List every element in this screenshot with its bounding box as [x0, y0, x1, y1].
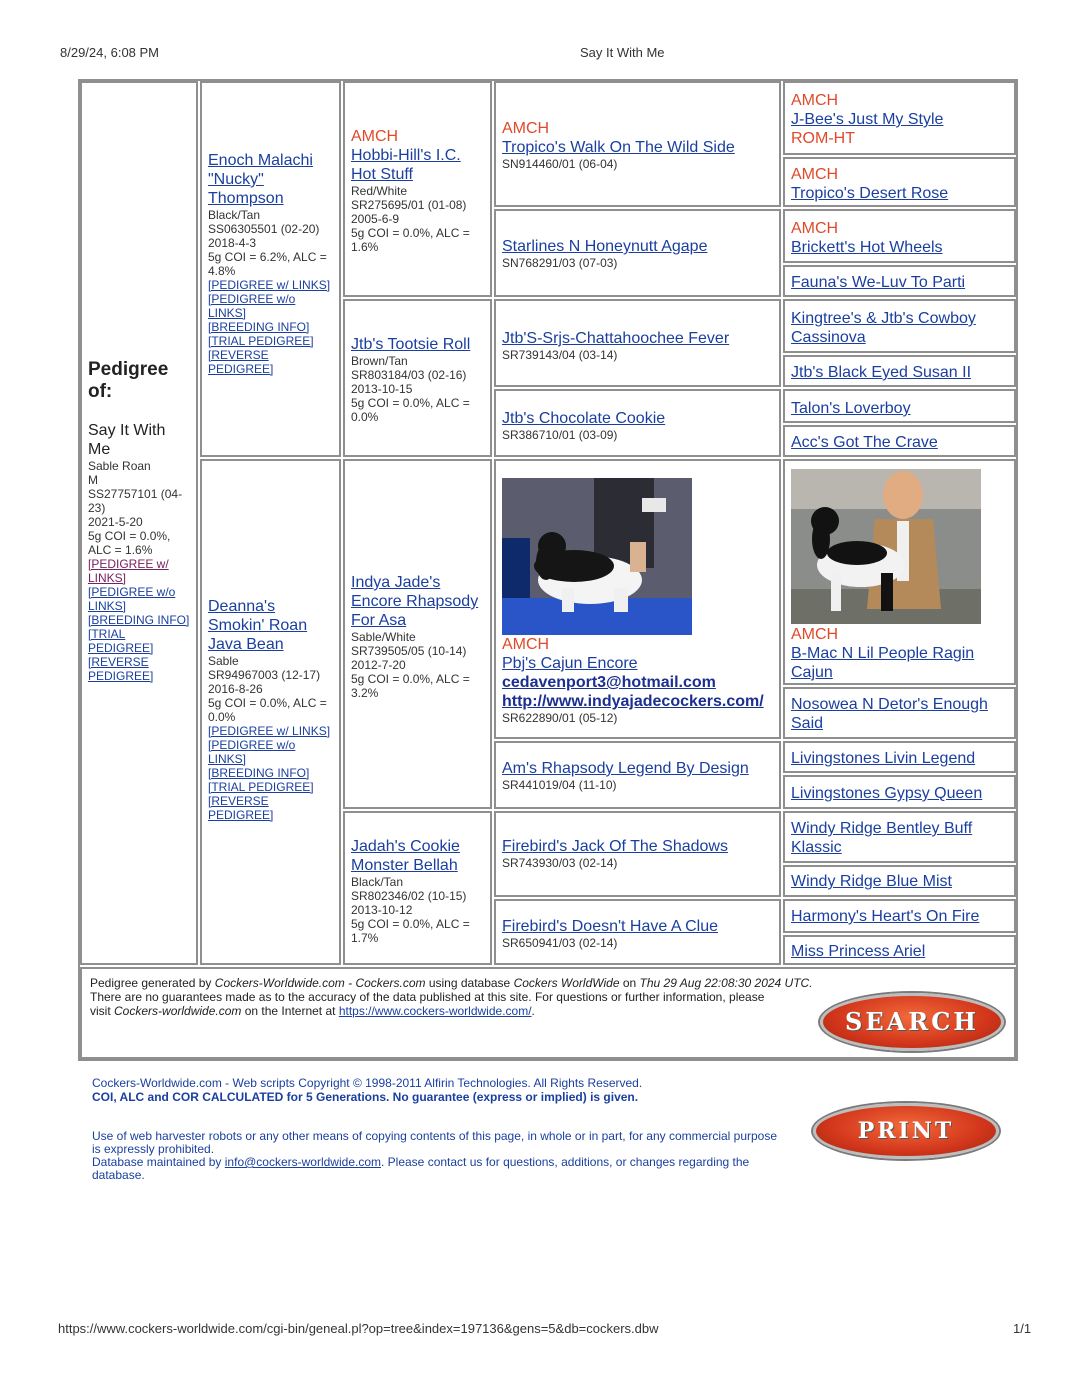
subject-link-pedigree-links[interactable]: [PEDIGREE w/ LINKS]	[88, 557, 169, 585]
maintainer-text: Database maintained by	[92, 1155, 222, 1169]
note-text: Pedigree generated by	[90, 976, 212, 990]
gen5-cell	[783, 209, 1016, 263]
generated-note	[90, 976, 830, 1018]
note-text: visit	[90, 1004, 111, 1018]
gen4-reg: SR743930/03 (02-14)	[502, 856, 618, 870]
note-db: Cockers WorldWide	[513, 976, 620, 990]
gen5-cell	[783, 865, 1016, 897]
gen3-cell	[343, 811, 492, 965]
gen4-reg: SN768291/03 (07-03)	[502, 256, 618, 270]
gen3-cell	[343, 299, 492, 457]
sire-name[interactable]: Enoch Malachi "Nucky" Thompson	[208, 152, 313, 207]
subject-dob: 2021-5-20	[88, 515, 143, 529]
gen5-name[interactable]: Windy Ridge Blue Mist	[791, 873, 952, 890]
print-page-number: 1/1	[1013, 1321, 1032, 1336]
gen5-name[interactable]: Talon's Loverboy	[791, 400, 911, 417]
gen3-cell	[343, 81, 492, 297]
gen5-cell	[783, 157, 1016, 207]
gen3-coi: 5g COI = 0.0%, ALC = 3.2%	[351, 672, 470, 700]
note-disclaimer: There are no guarantees made as to the accuracy of the data published at this site. For questions or further information, please	[90, 990, 765, 1004]
subject-link-pedigree-nolinks[interactable]: [PEDIGREE w/o LINKS]	[88, 585, 176, 613]
dam-reg: SR94967003 (12-17)	[208, 668, 321, 682]
gen5-title: AMCH	[791, 92, 839, 109]
gen3-coi: 5g COI = 0.0%, ALC = 0.0%	[351, 396, 470, 424]
gen3-dob: 2005-6-9	[351, 212, 400, 226]
gen4-cell	[494, 459, 781, 739]
gen5-title: AMCH	[791, 166, 839, 183]
gen5-cell	[783, 935, 1016, 965]
gen3-dob: 2013-10-12	[351, 903, 413, 917]
gen3-color: Brown/Tan	[351, 354, 408, 368]
gen5-name[interactable]: Windy Ridge Bentley Buff Klassic	[791, 820, 973, 856]
gen3-reg: SR802346/02 (10-15)	[351, 889, 467, 903]
gen5-cell	[783, 775, 1016, 809]
dam-color: Sable	[208, 654, 239, 668]
subject-coi: 5g COI = 0.0%, ALC = 1.6%	[88, 529, 171, 557]
gen3-name[interactable]: Jtb's Tootsie Roll	[351, 336, 471, 353]
gen5-name[interactable]: J-Bee's Just My Style	[791, 111, 944, 128]
sire-dob: 2018-4-3	[208, 236, 257, 250]
gen4-cell	[494, 389, 781, 457]
gen5-cell	[783, 899, 1016, 933]
sire-link-pedigree-nolinks[interactable]: [PEDIGREE w/o LINKS]	[208, 292, 296, 320]
search-button[interactable]: SEARCH	[820, 993, 1004, 1051]
owner-email-link[interactable]: cedavenport3@hotmail.com	[502, 674, 716, 691]
gen5-cell	[783, 459, 1016, 685]
harvester-notice: Use of web harvester robots or any other means of copying contents of this page, in whole or in part, for any commercial purpose is expressly prohibited.	[92, 1129, 778, 1156]
gen5-cell	[783, 811, 1016, 863]
gen3-reg: SR275695/01 (01-08)	[351, 198, 467, 212]
site-url-link[interactable]: https://www.cockers-worldwide.com/	[338, 1004, 532, 1018]
note-date: Thu 29 Aug 22:08:30 2024 UTC.	[639, 976, 813, 990]
dam-link-trial[interactable]: [TRIAL PEDIGREE]	[208, 780, 314, 794]
gen3-color: Red/White	[351, 184, 408, 198]
subject-sex: M	[88, 473, 98, 487]
gen5-name[interactable]: Miss Princess Ariel	[791, 943, 926, 960]
gen4-cell	[494, 209, 781, 297]
gen3-dob: 2013-10-15	[351, 382, 413, 396]
sire-link-pedigree-links[interactable]: [PEDIGREE w/ LINKS]	[208, 278, 331, 292]
gen5-cell	[783, 355, 1016, 387]
sire-cell	[200, 81, 341, 457]
gen4-cell	[494, 811, 781, 897]
copyright-line: Cockers-Worldwide.com - Web scripts Copyright © 1998-2011 Alfirin Technologies. All Rights Reserved.	[92, 1076, 643, 1090]
gen4-reg: SN914460/01 (06-04)	[502, 157, 618, 171]
gen3-name[interactable]: Hobbi-Hill's I.C. Hot Stuff	[351, 147, 461, 183]
gen5-name[interactable]: Kingtree's & Jtb's Cowboy Cassinova	[791, 310, 976, 346]
subject-reg: SS27757101 (04-23)	[88, 487, 183, 515]
subject-color: Sable Roan	[88, 459, 151, 473]
gen5-suffix: ROM-HT	[791, 130, 855, 147]
gen4-reg: SR739143/04 (03-14)	[502, 348, 618, 362]
gen4-name[interactable]: Jtb's Chocolate Cookie	[502, 410, 666, 427]
dam-link-reverse[interactable]: [REVERSE PEDIGREE]	[208, 794, 274, 822]
gen4-reg: SR441019/04 (11-10)	[502, 778, 617, 792]
gen4-title: AMCH	[502, 120, 550, 137]
print-title: Say It With Me	[580, 45, 665, 60]
maintainer-email-link[interactable]: info@cockers-worldwide.com	[224, 1155, 381, 1169]
gen5-name[interactable]: Jtb's Black Eyed Susan II	[791, 364, 972, 381]
gen3-coi: 5g COI = 0.0%, ALC = 1.7%	[351, 917, 470, 945]
gen4-reg: SR650941/03 (02-14)	[502, 936, 618, 950]
gen5-cell	[783, 741, 1016, 773]
gen3-name[interactable]: Indya Jade's Encore Rhapsody For Asa	[351, 574, 479, 629]
note-text: on the Internet at	[244, 1004, 336, 1018]
gen3-title: AMCH	[351, 128, 399, 145]
gen5-name[interactable]: Livingstones Livin Legend	[791, 750, 976, 767]
gen5-cell	[783, 687, 1016, 739]
gen5-title: AMCH	[791, 626, 839, 643]
dam-cell	[200, 459, 341, 965]
gen4-reg: SR622890/01 (05-12)	[502, 711, 618, 725]
subject-cell	[80, 81, 198, 965]
gen5-name[interactable]: Fauna's We-Luv To Parti	[791, 274, 966, 291]
note-text: on	[622, 976, 637, 990]
dam-link-breeding[interactable]: [BREEDING INFO]	[208, 766, 310, 780]
gen5-cell	[783, 389, 1016, 423]
print-datetime: 8/29/24, 6:08 PM	[60, 45, 160, 60]
note-text: .	[531, 1004, 535, 1018]
dam-coi: 5g COI = 0.0%, ALC = 0.0%	[208, 696, 327, 724]
gen5-name[interactable]: Livingstones Gypsy Queen	[791, 785, 983, 802]
gen4-name[interactable]: Tropico's Walk On The Wild Side	[502, 139, 735, 156]
print-button[interactable]: PRINT	[813, 1103, 999, 1159]
gen5-cell	[783, 299, 1016, 353]
note-site: Cockers-worldwide.com	[114, 1004, 242, 1018]
maintainer-notice	[92, 1156, 782, 1182]
gen3-color: Sable/White	[351, 630, 416, 644]
sire-link-breeding[interactable]: [BREEDING INFO]	[208, 320, 310, 334]
gen5-name[interactable]: Tropico's Desert Rose	[791, 185, 949, 202]
gen5-name[interactable]: Brickett's Hot Wheels	[791, 239, 943, 256]
gen4-name[interactable]: Jtb'S-Srjs-Chattahoochee Fever	[502, 330, 730, 347]
dam-link-pedigree-links[interactable]: [PEDIGREE w/ LINKS]	[208, 724, 331, 738]
sire-color: Black/Tan	[208, 208, 261, 222]
sire-link-reverse[interactable]: [REVERSE PEDIGREE]	[208, 348, 274, 376]
subject-name: Say It With Me	[88, 422, 166, 458]
gen4-name[interactable]: Starlines N Honeynutt Agape	[502, 238, 708, 255]
pedigree-heading: Pedigree of:	[88, 359, 169, 402]
gen4-title: AMCH	[502, 636, 550, 653]
gen5-name[interactable]: Harmony's Heart's On Fire	[791, 908, 980, 925]
sire-coi: 5g COI = 6.2%, ALC = 4.8%	[208, 250, 327, 278]
note-site: Cockers-Worldwide.com - Cockers.com	[214, 976, 426, 990]
gen3-reg: SR803184/03 (02-16)	[351, 368, 467, 382]
gen4-name[interactable]: Am's Rhapsody Legend By Design	[502, 760, 749, 777]
print-url: https://www.cockers-worldwide.com/cgi-bin/geneal.pl?op=tree&index=197136&gens=5&db=cockers.dbw	[58, 1321, 659, 1336]
gen3-cell	[343, 459, 492, 809]
gen5-cell	[783, 265, 1016, 297]
gen4-reg: SR386710/01 (03-09)	[502, 428, 618, 442]
gen3-coi: 5g COI = 0.0%, ALC = 1.6%	[351, 226, 470, 254]
maintainer-text: . Please contact us for questions, additions, or changes regarding the database.	[92, 1155, 750, 1182]
gen5-cell	[783, 81, 1016, 155]
gen5-cell	[783, 425, 1016, 457]
gen4-cell	[494, 899, 781, 965]
subject-link-breeding[interactable]: [BREEDING INFO]	[88, 613, 190, 627]
gen5-name[interactable]: B-Mac N Lil People Ragin Cajun	[791, 645, 975, 681]
gen4-name[interactable]: Firebird's Jack Of The Shadows	[502, 838, 728, 855]
gen4-name[interactable]: Firebird's Doesn't Have A Clue	[502, 918, 718, 935]
subject-link-trial[interactable]: [TRIAL PEDIGREE]	[88, 627, 154, 655]
gen5-title: AMCH	[791, 220, 839, 237]
gen4-cell	[494, 741, 781, 809]
gen5-name[interactable]: Acc's Got The Crave	[791, 434, 938, 451]
coi-notice: COI, ALC and COR CALCULATED for 5 Generations. No guarantee (express or implied) is given.	[92, 1090, 639, 1104]
subject-link-reverse[interactable]: [REVERSE PEDIGREE]	[88, 655, 154, 683]
gen5-name[interactable]: Nosowea N Detor's Enough Said	[791, 696, 988, 732]
dog-photo	[791, 469, 981, 624]
sire-link-trial[interactable]: [TRIAL PEDIGREE]	[208, 334, 314, 348]
dog-photo	[502, 478, 692, 635]
dam-dob: 2016-8-26	[208, 682, 263, 696]
gen4-cell	[494, 81, 781, 207]
gen3-color: Black/Tan	[351, 875, 404, 889]
owner-website-link[interactable]: http://www.indyajadecockers.com/	[502, 693, 764, 710]
gen4-cell	[494, 299, 781, 387]
dam-link-pedigree-nolinks[interactable]: [PEDIGREE w/o LINKS]	[208, 738, 296, 766]
gen4-name[interactable]: Pbj's Cajun Encore	[502, 655, 638, 672]
gen3-reg: SR739505/05 (10-14)	[351, 644, 467, 658]
gen3-name[interactable]: Jadah's Cookie Monster Bellah	[351, 838, 460, 874]
gen3-dob: 2012-7-20	[351, 658, 406, 672]
dam-name[interactable]: Deanna's Smokin' Roan Java Bean	[208, 598, 308, 653]
note-text: using database	[428, 976, 511, 990]
sire-reg: SS06305501 (02-20)	[208, 222, 320, 236]
